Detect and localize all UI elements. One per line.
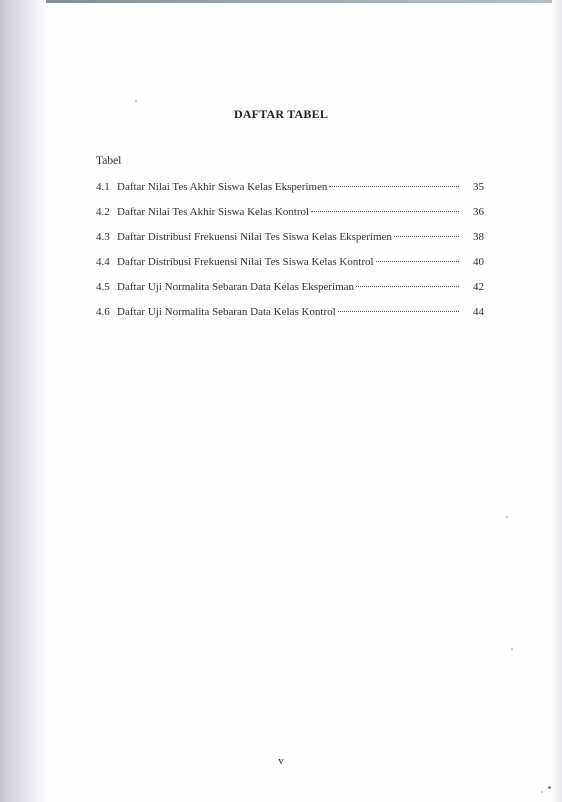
page-ref: 42 [473,281,484,293]
list-item[interactable] [96,181,484,206]
section-label: Tabel [96,155,122,167]
scan-speck [511,648,513,650]
table-title: Daftar Nilai Tes Akhir Siswa Kelas Eksperimen [117,181,328,193]
table-number: 4.3 [96,231,110,243]
dot-leader [356,286,459,287]
page-ref: 44 [473,306,484,318]
page-number: v [278,755,284,767]
dot-leader [311,211,459,212]
list-item[interactable] [96,256,484,281]
page-title: DAFTAR TABEL [233,107,329,121]
table-number: 4.1 [96,181,110,193]
table-number: 4.5 [96,281,110,293]
list-item[interactable] [96,206,484,231]
table-title: Daftar Distribusi Frekuensi Nilai Tes Siswa Kelas Kontrol [117,256,374,268]
table-number: 4.2 [96,206,110,218]
table-title: Daftar Nilai Tes Akhir Siswa Kelas Kontrol [117,206,310,218]
table-number: 4.6 [96,306,110,318]
scan-speck [506,516,508,518]
list-item[interactable] [96,306,484,331]
page-ref: 35 [473,181,484,193]
page-top-edge [0,0,562,3]
page-ref: 40 [473,256,484,268]
table-list [96,181,484,331]
dot-leader [394,236,459,237]
scan-speck [541,791,543,793]
list-item[interactable] [96,281,484,306]
page-ref: 38 [473,231,484,243]
scan-speck [548,786,551,789]
list-item[interactable] [96,231,484,256]
dot-leader [338,311,459,312]
dot-leader [376,261,459,262]
dot-leader [329,186,459,187]
scan-speck [135,100,137,102]
table-title: Daftar Distribusi Frekuensi Nilai Tes Siswa Kelas Eksperimen [117,231,392,243]
table-number: 4.4 [96,256,110,268]
table-title: Daftar Uji Normalita Sebaran Data Kelas Kontrol [117,306,336,318]
page-ref: 36 [473,206,484,218]
table-title: Daftar Uji Normalita Sebaran Data Kelas Eksperiman [117,281,355,293]
